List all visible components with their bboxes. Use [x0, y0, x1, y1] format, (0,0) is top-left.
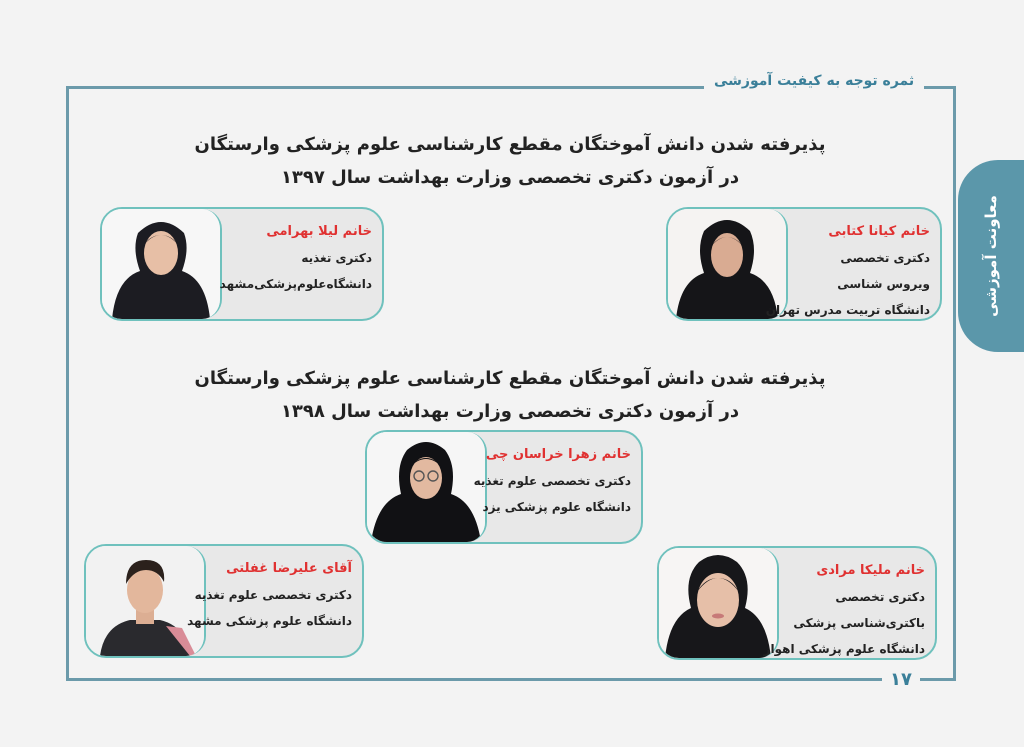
section-1398-heading — [160, 362, 860, 428]
graduate-field: ویروس شناسی — [837, 277, 930, 291]
graduate-photo — [659, 548, 779, 658]
graduate-name: خانم کیانا کتابی — [828, 224, 930, 239]
side-tab — [958, 160, 1024, 352]
graduate-name: خانم ملیکا مرادی — [816, 563, 925, 578]
graduate-degree: دکتری تخصصی علوم تغذیه — [473, 474, 631, 488]
page-number: ۱۷ — [882, 669, 920, 690]
section-1397-line2: در آزمون دکتری تخصصی وزارت بهداشت سال ۱۳۹۷ — [280, 167, 740, 188]
graduate-degree: دکتری تخصصی علوم تغذیه — [194, 588, 352, 602]
graduate-degree: دکتری تخصصی — [835, 590, 925, 604]
graduate-university: دانشگاه‌علوم‌پزشکی‌مشهد — [219, 277, 372, 291]
section-1398-line1: پذیرفته شدن دانش آموختگان مقطع کارشناسی علوم پزشکی وارستگان — [194, 368, 826, 389]
graduate-degree: دکتری تخصصی — [840, 251, 930, 265]
graduate-degree: دکتری تغذیه — [301, 251, 372, 265]
graduate-card — [657, 546, 937, 660]
section-1397-line1: پذیرفته شدن دانش آموختگان مقطع کارشناسی علوم پزشکی وارستگان — [194, 134, 826, 155]
graduate-name: آقای علیرضا غفلتی — [226, 561, 352, 576]
section-1398-line2: در آزمون دکتری تخصصی وزارت بهداشت سال ۱۳۹۸ — [280, 401, 740, 422]
frame-title: ثمره توجه به کیفیت آموزشی — [704, 73, 924, 89]
graduate-card — [84, 544, 364, 658]
graduate-university: دانشگاه تربیت مدرس تهران — [765, 303, 930, 317]
graduate-name: خانم لیلا بهرامی — [266, 224, 372, 239]
side-tab-label: معاونت آموزشی — [982, 195, 1000, 317]
graduate-card — [100, 207, 384, 321]
graduate-photo — [367, 432, 487, 542]
graduate-card — [365, 430, 643, 544]
graduate-photo — [102, 209, 222, 319]
graduate-university: دانشگاه علوم پزشکی مشهد — [187, 614, 352, 628]
graduate-university: دانشگاه علوم پزشکی یزد — [482, 500, 631, 514]
graduate-university: دانشگاه علوم پزشکی اهواز — [763, 642, 925, 656]
graduate-name: خانم زهرا خراسان چی — [485, 447, 631, 462]
section-1397-heading — [160, 128, 860, 194]
graduate-field: باکتری‌شناسی پزشکی — [793, 616, 925, 630]
graduate-photo — [86, 546, 206, 656]
graduate-card — [666, 207, 942, 321]
